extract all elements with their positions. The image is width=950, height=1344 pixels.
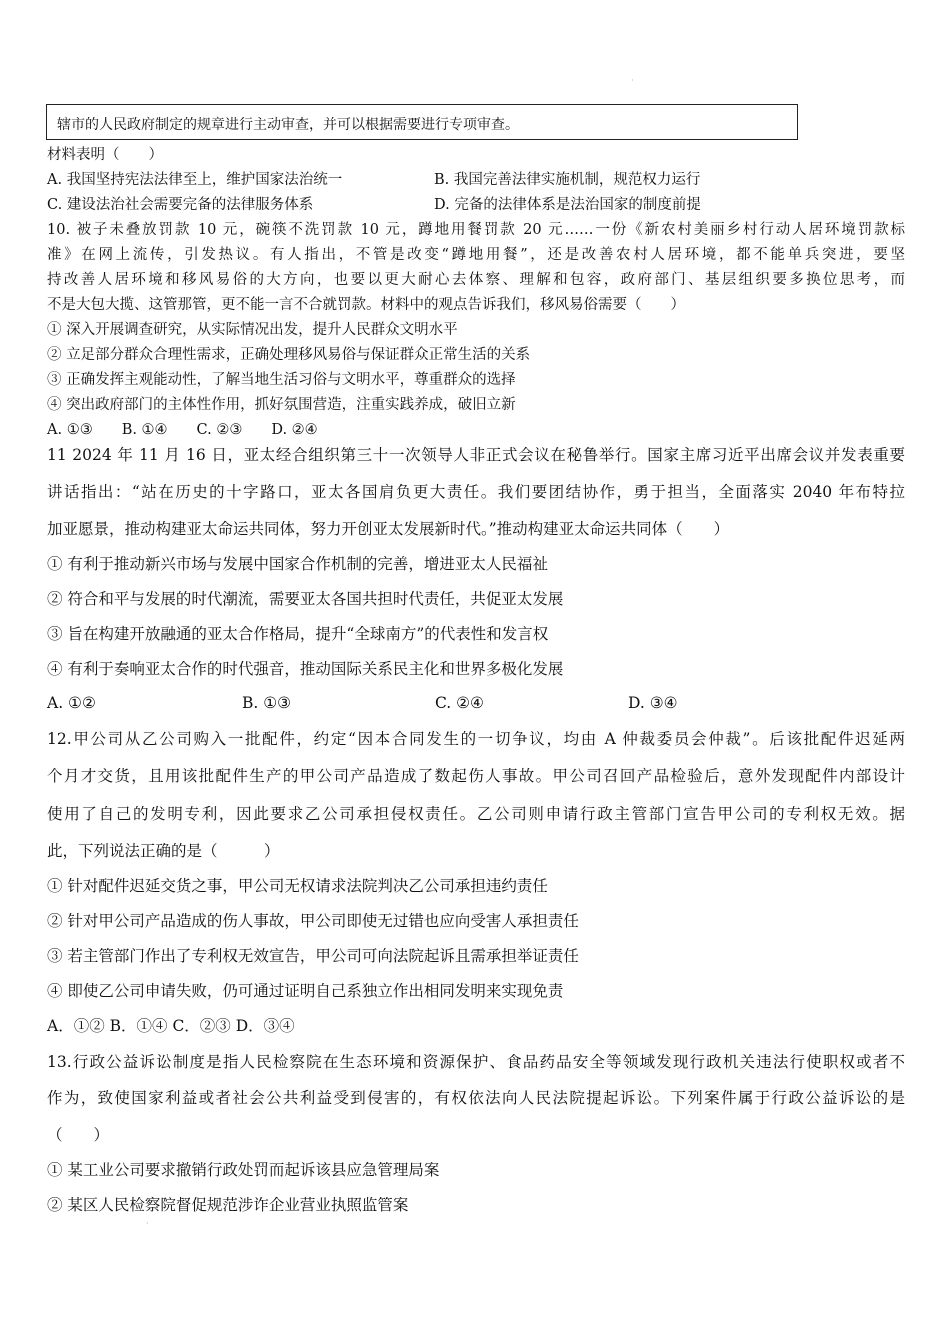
q9-stem: 材料表明（ ） <box>47 147 163 163</box>
q10-item-1: ① 深入开展调查研究，从实际情况出发，提升人民群众文明水平 <box>47 322 458 338</box>
q11-option-c: C. ②④ <box>435 694 484 712</box>
q10-item-2: ② 立足部分群众合理性需求，正确处理移风易俗与保证群众正常生活的关系 <box>47 347 531 363</box>
q13-line-3: （ ） <box>47 1126 110 1144</box>
q12-item-3: ③ 若主管部门作出了专利权无效宣告，甲公司可向法院起诉且需承担举证责任 <box>47 947 579 965</box>
q9-option-a: A. 我国坚持宪法法律至上，维护国家法治统一 <box>47 172 343 188</box>
q10-line-2: 准》在网上流传，引发热议。有人指出，不管是改变“蹲地用餐”，还是改善农村人居环境，都不能单兵突进，要坚 <box>47 247 905 263</box>
q11-line-3: 加亚愿景，推动构建亚太命运共同体，努力开创亚太发展新时代。”推动构建亚太命运共同体（ ） <box>47 520 730 538</box>
q9-option-d: D. 完备的法律体系是法治国家的制度前提 <box>434 197 701 213</box>
q10-line-4: 不是大包大揽、这管那管，更不能一言不合就罚款。材料中的观点告诉我们，移风易俗需要（ ） <box>47 297 685 313</box>
q11-item-4: ④ 有利于奏响亚太合作的时代强音，推动国际关系民主化和世界多极化发展 <box>47 660 564 678</box>
q12-item-4: ④ 即使乙公司申请失败，仍可通过证明自己系独立作出相同发明来实现免责 <box>47 982 564 1000</box>
q11-item-3: ③ 旨在构建开放融通的亚太合作格局，提升“全球南方”的代表性和发言权 <box>47 625 549 643</box>
q13-item-2: ② 某区人民检察院督促规范涉诈企业营业执照监管案 <box>47 1196 409 1214</box>
q9-option-b: B. 我国完善法律实施机制，规范权力运行 <box>434 172 701 188</box>
q12-item-2: ② 针对甲公司产品造成的伤人事故，甲公司即使无过错也应向受害人承担责任 <box>47 912 579 930</box>
q12-item-1: ① 针对配件迟延交货之事，甲公司无权请求法院判决乙公司承担违约责任 <box>47 877 548 895</box>
q13-line-2: 作为，致使国家利益或者社会公共利益受到侵害的，有权依法向人民法院提起诉讼。下列案件属于行政公益诉讼的是 <box>47 1089 905 1107</box>
q11-item-1: ① 有利于推动新兴市场与发展中国家合作机制的完善，增进亚太人民福祉 <box>47 555 548 573</box>
q10-line-3: 持改善人居环境和移风易俗的大方向，也要以更大耐心去体察、理解和包容，政府部门、基层组织要多换位思考，而 <box>47 272 905 288</box>
material-box <box>46 104 798 140</box>
q10-item-4: ④ 突出政府部门的主体性作用，抓好氛围营造，注重实践养成，破旧立新 <box>47 397 516 413</box>
header-dot: · <box>631 76 634 85</box>
q12-line-4: 此，下列说法正确的是（ ） <box>47 842 280 860</box>
q11-option-b: B. ①③ <box>242 694 292 712</box>
q11-option-a: A. ①② <box>47 694 96 712</box>
q10-answer-options: A. ①③ B. ①④ C. ②③ D. ②④ <box>47 422 318 438</box>
q9-option-c: C. 建设法治社会需要完备的法律服务体系 <box>47 197 314 213</box>
q12-line-3: 使用了自己的发明专利，因此要求乙公司承担侵权责任。乙公司则申请行政主管部门宣告甲公司的专利权无效。据 <box>47 805 905 823</box>
q13-item-1: ① 某工业公司要求撤销行政处罚而起诉该县应急管理局案 <box>47 1161 440 1179</box>
q12-line-2: 个月才交货，且用该批配件生产的甲公司产品造成了数起伤人事故。甲公司召回产品检验后，意外发现配件内部设计 <box>47 767 905 785</box>
q11-item-2: ② 符合和平与发展的时代潮流，需要亚太各国共担时代责任，共促亚太发展 <box>47 590 564 608</box>
q11-option-d: D. ③④ <box>628 694 678 712</box>
q10-line-1: 10. 被子未叠放罚款 10 元，碗筷不洗罚款 10 元，蹲地用餐罚款 20 元……一份《新农村美丽乡村行动人居环境罚款标 <box>47 222 905 238</box>
q13-line-1: 13.行政公益诉讼制度是指人民检察院在生态环境和资源保护、食品药品安全等领域发现行政机关违法行使职权或者不 <box>47 1053 905 1071</box>
q12-answer-options: A．①② B．①④ C．②③ D．③④ <box>47 1017 295 1035</box>
q12-line-1: 12.甲公司从乙公司购入一批配件，约定“因本合同发生的一切争议，均由 A 仲裁委员会仲裁”。后该批配件迟延两 <box>47 730 905 748</box>
footer-dot: · <box>146 1219 149 1228</box>
q10-item-3: ③ 正确发挥主观能动性，了解当地生活习俗与文明水平，尊重群众的选择 <box>47 372 516 388</box>
q11-line-1: 11 2024 年 11 月 16 日，亚太经合组织第三十一次领导人非正式会议在秘鲁举行。国家主席习近平出席会议并发表重要 <box>47 446 905 464</box>
q11-line-2: 讲话指出：“站在历史的十字路口，亚太各国肩负更大责任。我们要团结协作，勇于担当，全面落实 2040 年布特拉 <box>47 483 905 501</box>
material-box-text: 辖市的人民政府制定的规章进行主动审查，并可以根据需要进行专项审查。 <box>57 117 519 133</box>
